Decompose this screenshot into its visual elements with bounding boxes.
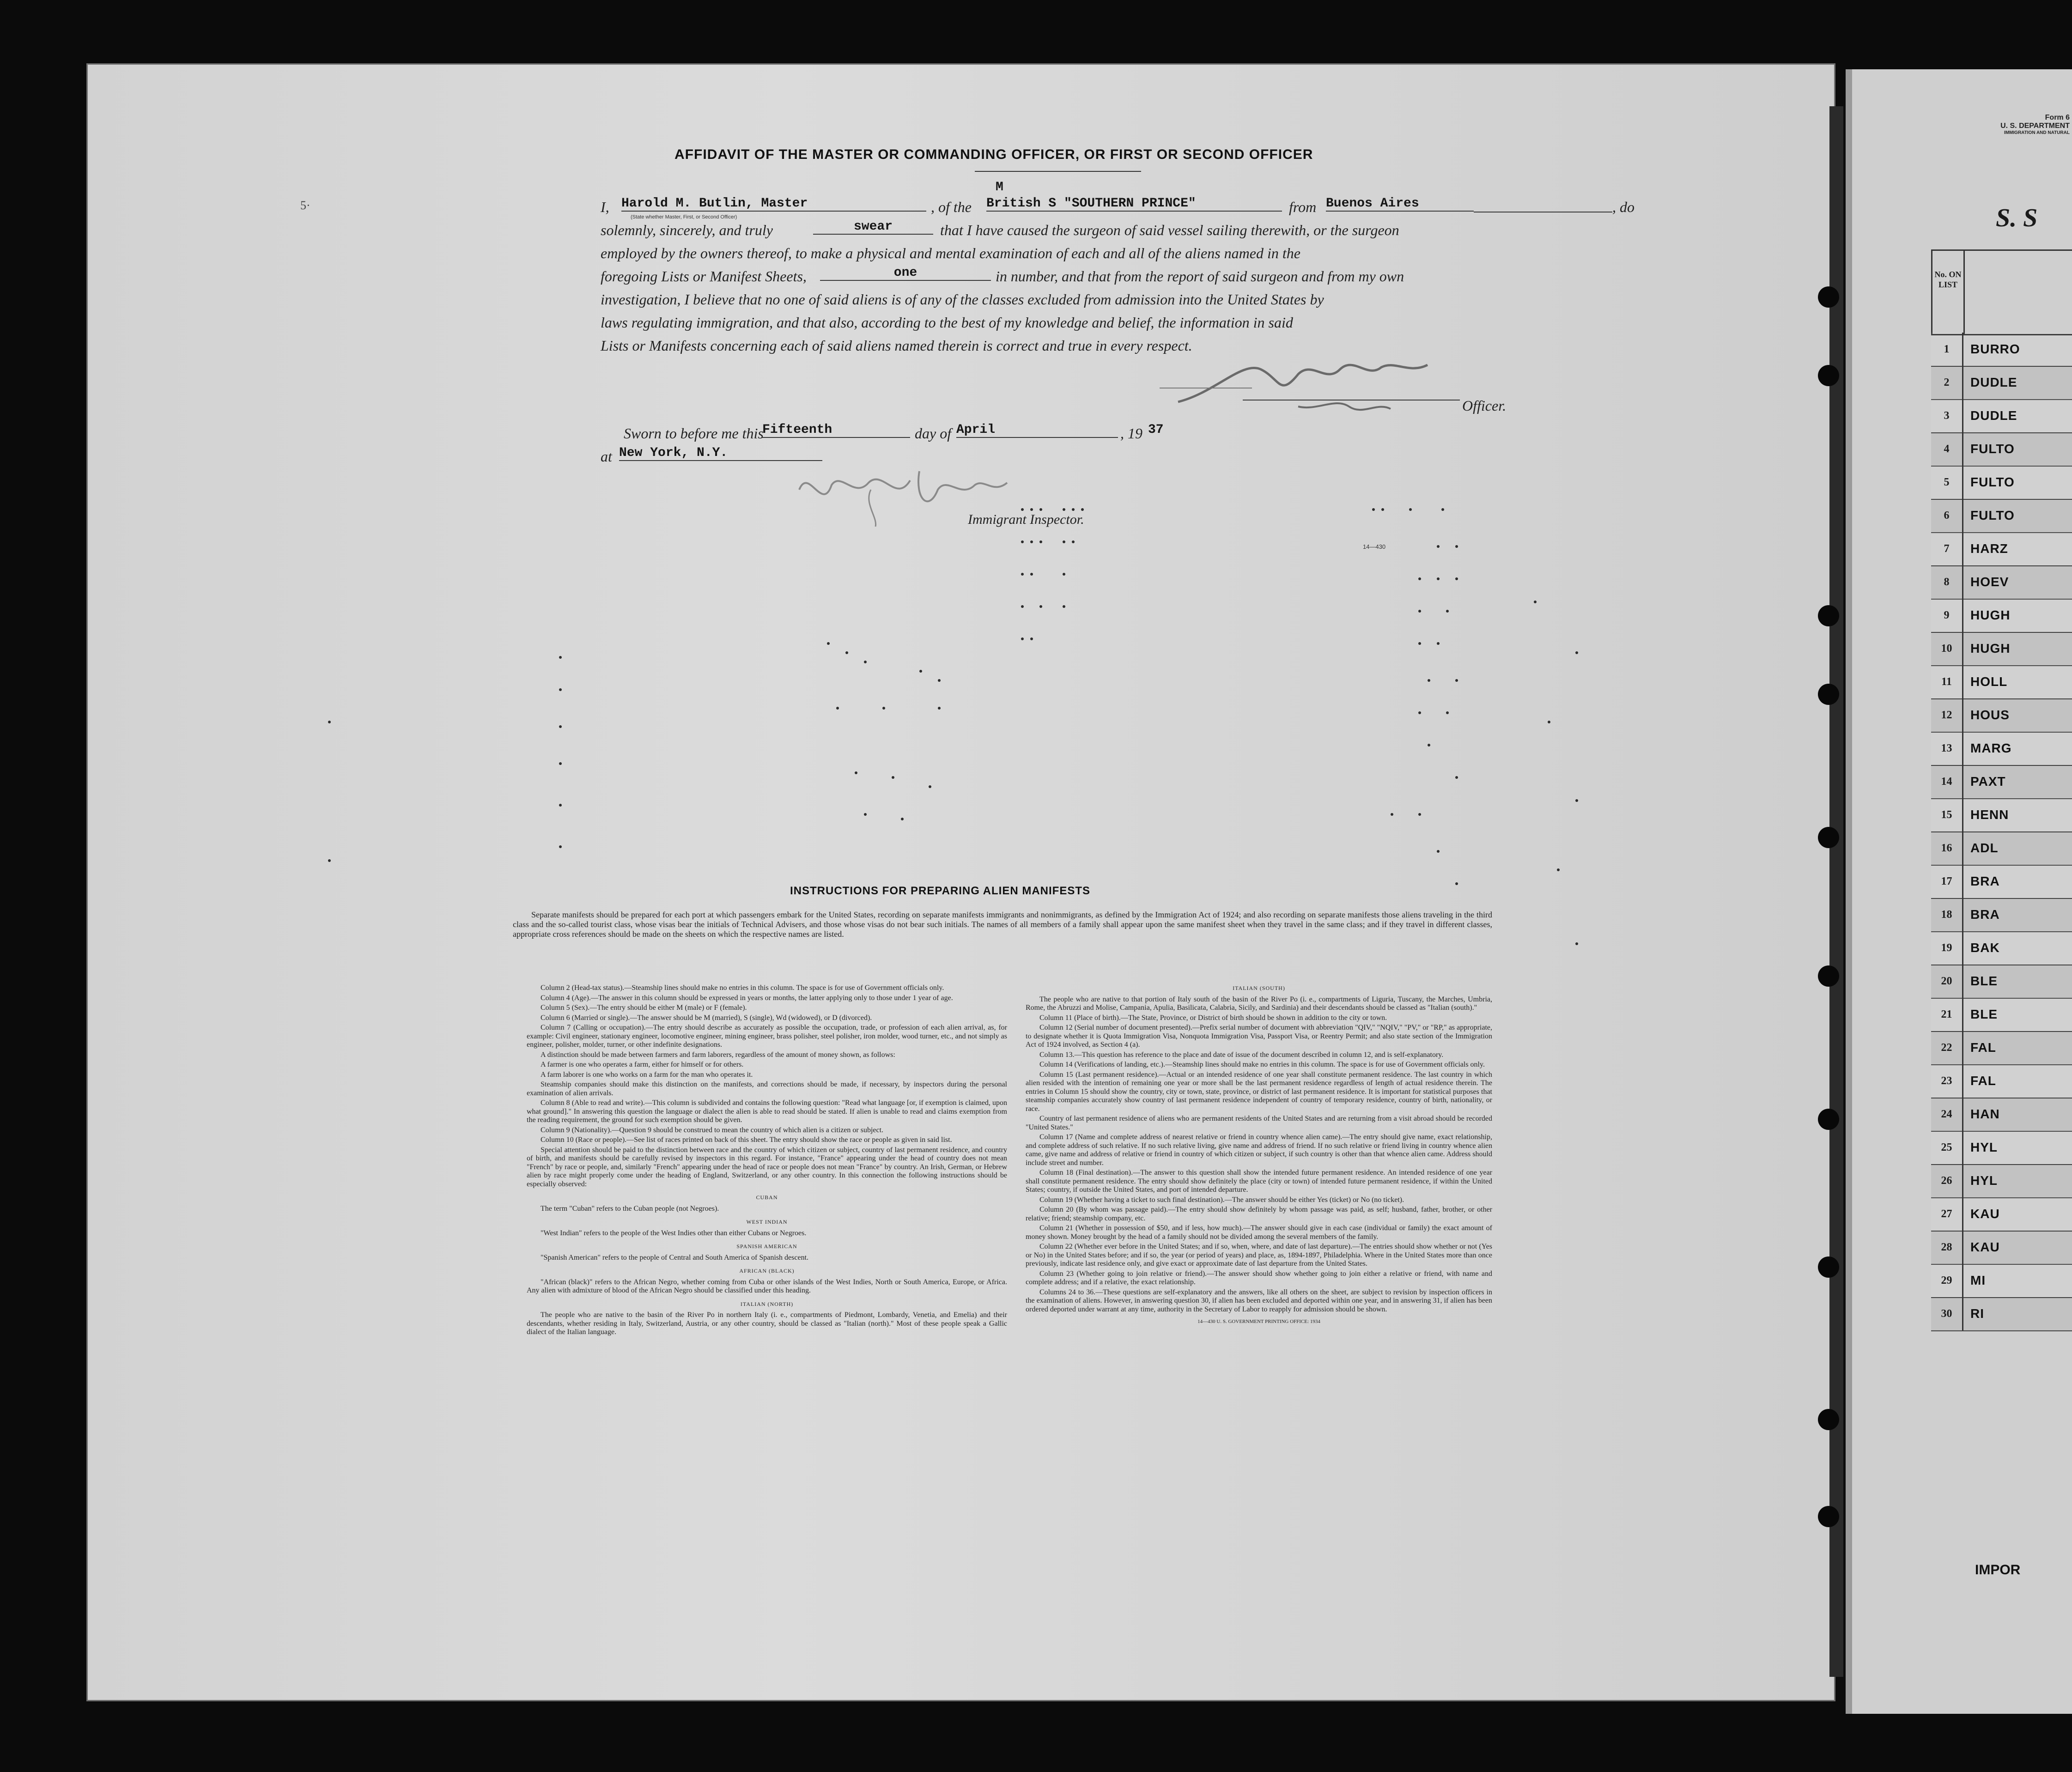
instruction-paragraph: Column 2 (Head-tax status).—Steamship lines should make no entries in this column. The space is for use of Government officials only.	[541, 984, 944, 992]
roster-rows	[1931, 333, 2072, 1330]
instructions-title: INSTRUCTIONS FOR PREPARING ALIEN MANIFESTS	[790, 885, 1091, 897]
binding-gutter	[1829, 106, 1843, 1677]
instruction-paragraph: Country of last permanent residence of aliens who are permanent residents of the United States and are returning from a visit abroad should be recorded "United States."	[1026, 1115, 1492, 1131]
row-number: 6	[1931, 499, 1963, 532]
table-row	[1931, 1164, 2072, 1198]
printing-office-footer: 14—430 U. S. GOVERNMENT PRINTING OFFICE: 1934	[1197, 1319, 1320, 1324]
instruction-paragraph: Column 19 (Whether having a ticket to such final destination).—The answer should be either Yes (ticket) or No (no ticket).	[1039, 1195, 1404, 1204]
import-label: IMPOR	[1975, 1562, 2021, 1578]
passenger-surname: BAK	[1970, 941, 2000, 955]
table-row	[1931, 1131, 2072, 1165]
passenger-surname: HYL	[1970, 1173, 1998, 1188]
binder-hole-icon	[1818, 1506, 1839, 1527]
affidavit-line-2b: that I have caused the surgeon of said vessel sailing therewith, or the surgeon	[940, 222, 1399, 238]
table-row	[1931, 1197, 2072, 1232]
row-number: 28	[1931, 1231, 1963, 1264]
passenger-surname: FAL	[1970, 1074, 1996, 1088]
form-line-3: IMMIGRATION AND NATURAL	[2004, 130, 2070, 135]
affidavit-line-4a: foregoing Lists or Manifest Sheets,	[601, 268, 807, 285]
table-row	[1931, 765, 2072, 799]
row-number: 24	[1931, 1098, 1963, 1131]
row-number: 13	[1931, 732, 1963, 765]
row-number: 23	[1931, 1064, 1963, 1098]
instruction-paragraph: Special attention should be paid to the distinction between race and the country of which citizen or subject, country of last permanent residence, and country of birth, and manifests should be carefully revised by inspectors in this regard. For instance, "France" appearing under the head of country does not mean "French" by race or people, and, similarly "French" appearing under the head of race or people does not mean "France" by country. An Irish, German, or Hebrew alien by race might properly come under the heading of England, Switzerland, or any other country. In this connection the following instructions should be especially observed:	[527, 1146, 1007, 1188]
passenger-surname: HOLL	[1970, 674, 2008, 689]
affidavit-line-6: laws regulating immigration, and that also, according to the best of my knowledge and belief, the information in said	[601, 314, 1293, 331]
table-row	[1931, 632, 2072, 666]
instruction-paragraph: The people who are native to that portion of Italy south of the basin of the River Po (i. e., compartments of Liguria, Tuscany, the Marches, Umbria, Rome, the Abruzzi and Molise, Campania, Apulia, Basilicata, Calabria, Sicily, and Sardinia) and their descendants should be classed as "Italian (south)."	[1026, 995, 1492, 1012]
passenger-surname: DUDLE	[1970, 408, 2017, 423]
affidavit-line-2a: solemnly, sincerely, and truly	[601, 222, 773, 238]
binder-hole-icon	[1818, 1256, 1839, 1278]
affidavit-title: AFFIDAVIT OF THE MASTER OR COMMANDING OFFICER, OR FIRST OR SECOND OFFICER	[674, 147, 1313, 162]
instruction-paragraph: Column 20 (By whom was passage paid).—The entry should show definitely by whom passage was paid, as self; husband, father, brother, or other relative; friend; steamship company, etc.	[1026, 1206, 1492, 1222]
ss-label: S. S	[1996, 204, 2038, 232]
instructions-right-column	[1026, 984, 1492, 1328]
passenger-surname: ADL	[1970, 841, 1999, 855]
instruction-paragraph: Column 11 (Place of birth).—The State, Province, or District of birth should be shown in addition to the city or town.	[1039, 1013, 1387, 1022]
row-number: 27	[1931, 1197, 1963, 1231]
passenger-surname: HARZ	[1970, 541, 2008, 556]
instruction-paragraph: "West Indian" refers to the people of the West Indies other than either Cubans or Negroes.	[541, 1229, 807, 1237]
instruction-paragraph: Column 23 (Whether going to join relative or friend).—The answer should show whether going to join either a relative or friend, with name and complete address; and if a relative, the exact relationship.	[1026, 1269, 1492, 1286]
officer-label: Officer.	[1462, 397, 1507, 414]
affidavit-line-3: employed by the owners thereof, to make a physical and mental examination of each and all of the aliens named in the	[601, 245, 1300, 261]
passenger-surname: MARG	[1970, 741, 2012, 755]
passenger-surname: HYL	[1970, 1140, 1998, 1154]
row-number: 25	[1931, 1131, 1963, 1164]
do-text: , do	[1612, 199, 1635, 215]
table-row	[1931, 599, 2072, 633]
instructions-intro: Separate manifests should be prepared for each port at which passengers embark for the United States, recording on separate manifests immigrants and nonimmigrants, as defined by the Immigration Act of 1924; and also recording on separate manifests those aliens traveling in the third class and the so-called tourist class, whose visas bear the initials of Technical Advisers, and those whose visas do not bear such initials. The names of all members of a family shall appear upon the same manifest sheet when they travel in the same class; and if they travel in different classes, appropriate cross references should be made on the sheets on which the respective names are listed.	[513, 910, 1492, 939]
instruction-paragraph: Column 10 (Race or people).—See list of races printed on back of this sheet. The entry should show the race or people as given in said list.	[541, 1136, 952, 1144]
from-text: from	[1289, 199, 1317, 215]
table-row	[1931, 532, 2072, 566]
instruction-paragraph: Columns 24 to 36.—These questions are self-explanatory and the answers, like all others on the sheet, are subject to revision by inspection officers in the examination of aliens. However, in answering question 30, if alien has been excluded and deported within one year, and in answering 31, if alien has been ordered deported under warrant at any time, authority in the Secretary of Labor to reapply for admission should be shown.	[1026, 1288, 1492, 1313]
row-number: 7	[1931, 532, 1963, 565]
instruction-paragraph: "African (black)" refers to the African Negro, whether coming from Cuba or other islands of the West Indies, North or South America, Europe, or Africa. Any alien with admixture of blood of the African Negro should be classified under this heading.	[527, 1278, 1007, 1294]
instruction-paragraph: A farm laborer is one who works on a farm for the man who operates it.	[541, 1070, 753, 1079]
table-row	[1931, 565, 2072, 600]
row-number: 19	[1931, 931, 1963, 965]
row-number: 5	[1931, 466, 1963, 499]
table-row	[1931, 732, 2072, 766]
instruction-paragraph: A farmer is one who operates a farm, either for himself or for others.	[541, 1061, 744, 1068]
affidavit-i: I,	[601, 199, 609, 215]
row-number: 17	[1931, 865, 1963, 898]
place-field: New York, N.Y.	[619, 446, 822, 461]
passenger-surname: RI	[1970, 1306, 1984, 1321]
instruction-paragraph: Column 8 (Able to read and write).—This column is subdivided and contains the following question: "Read what language [or, if exemption is claimed, upon what ground]." In answering this question the language or dialect the alien is able to read should be stated. If alien is unable to read and claims exemption from the reading requirement, the ground for such exemption should be given.	[527, 1099, 1007, 1124]
day-field: Fifteenth	[762, 423, 910, 438]
row-number: 20	[1931, 965, 1963, 998]
row-number: 30	[1931, 1297, 1963, 1330]
affidavit-line-7: Lists or Manifests concerning each of said aliens named therein is correct and true in every respect.	[601, 337, 1192, 354]
passenger-surname: BURRO	[1970, 342, 2020, 356]
table-row	[1931, 499, 2072, 533]
port-field: Buenos Aires	[1326, 196, 1474, 212]
year-prefix: , 19	[1120, 425, 1142, 442]
passenger-surname: PAXT	[1970, 774, 2006, 789]
table-row	[1931, 1098, 2072, 1132]
row-number: 21	[1931, 998, 1963, 1031]
table-row	[1931, 1297, 2072, 1331]
binder-hole-icon	[1818, 365, 1839, 386]
passenger-surname: BRA	[1970, 874, 2000, 888]
passenger-surname: HOEV	[1970, 575, 2009, 589]
table-row	[1931, 333, 2072, 367]
passenger-surname: KAU	[1970, 1240, 2000, 1254]
instruction-paragraph: Column 9 (Nationality).—Question 9 should be construed to mean the country of which alien is a citizen or subject.	[541, 1126, 884, 1134]
instruction-paragraph: Steamship companies should make this distinction on the manifests, and corrections should be made, if necessary, by inspectors during the personal examination of alien arrivals.	[527, 1080, 1007, 1097]
table-row	[1931, 466, 2072, 500]
table-row	[1931, 1231, 2072, 1265]
sheets-field: one	[820, 266, 991, 281]
row-number: 4	[1931, 432, 1963, 466]
passenger-surname: HOUS	[1970, 708, 2010, 722]
passenger-surname: HAN	[1970, 1107, 2000, 1121]
bleed-through-marks	[88, 65, 1834, 1700]
no-on-list-header: No. ON LIST	[1932, 251, 1965, 334]
instruction-paragraph: Column 14 (Verifications of landing, etc.).—Steamship lines should make no entries in this column. The space is for use of Government officials only.	[1039, 1061, 1485, 1068]
oath-field: swear	[813, 219, 933, 235]
table-row	[1931, 998, 2072, 1032]
table-row	[1931, 898, 2072, 932]
table-row	[1931, 698, 2072, 733]
section-heading-italian-north: ITALIAN (NORTH)	[740, 1300, 794, 1307]
passenger-surname: KAU	[1970, 1207, 2000, 1221]
row-number: 26	[1931, 1164, 1963, 1197]
year-field: 37	[1148, 423, 1164, 437]
row-number: 8	[1931, 565, 1963, 599]
ms-letter: M	[996, 180, 1003, 194]
form-line-1: Form 6	[2045, 114, 2070, 121]
form-line-2: U. S. DEPARTMENT	[2000, 122, 2070, 130]
instruction-paragraph: A distinction should be made between farmers and farm laborers, regardless of the amount of money shown, as follows:	[541, 1050, 895, 1059]
binder-hole-icon	[1818, 684, 1839, 705]
table-row	[1931, 865, 2072, 899]
at-text: at	[601, 448, 612, 465]
affidavit-line-5: investigation, I believe that no one of said aliens is of any of the classes excluded from admission into the United States by	[601, 291, 1324, 308]
passenger-surname: BLE	[1970, 974, 1998, 988]
passenger-surname: HENN	[1970, 807, 2009, 822]
form-number	[1954, 114, 2070, 135]
instruction-paragraph: Column 22 (Whether ever before in the United States; and if so, when, where, and date of last departure).—The entries should show whether or not (Yes or No) in the United States before; and if so, the year (or period of years) and place, as, 1894-1897, Philadelphia. Where in the United States more than once previously, indicate last residence only, and give exact or approximate date of last departure from the United States.	[1026, 1243, 1492, 1268]
binder-hole-icon	[1818, 605, 1839, 626]
table-row	[1931, 432, 2072, 467]
instruction-paragraph: Column 5 (Sex).—The entry should be either M (male) or F (female).	[541, 1004, 747, 1012]
row-number: 12	[1931, 698, 1963, 732]
binder-hole-icon	[1818, 1109, 1839, 1130]
row-number: 11	[1931, 665, 1963, 698]
row-number: 10	[1931, 632, 1963, 665]
section-heading-west-indian: WEST INDIAN	[746, 1219, 788, 1225]
instruction-paragraph: Column 6 (Married or single).—The answer should be M (married), S (single), Wd (widowed), or D (divorced).	[541, 1013, 872, 1022]
table-row	[1931, 965, 2072, 999]
section-heading-spanish-american: SPANISH AMERICAN	[736, 1243, 797, 1250]
binder-hole-icon	[1818, 827, 1839, 848]
row-number: 16	[1931, 831, 1963, 865]
row-number: 15	[1931, 798, 1963, 831]
row-number: 1	[1931, 333, 1963, 366]
instruction-paragraph: Column 7 (Calling or occupation).—The entry should describe as accurately as possible the occupation, trade, or profession of each alien arrival, as, for example: Civil engineer, stationary engineer, locomotive engineer, mining engineer, brass polisher, steel polisher, iron molder, wood turner, etc., and not simply as engineer, polisher, molder, turner, or other indefinite designations.	[527, 1024, 1007, 1049]
binder-hole-icon	[1818, 286, 1839, 308]
table-row	[1931, 665, 2072, 699]
passenger-surname: FAL	[1970, 1040, 1996, 1055]
passenger-surname: BRA	[1970, 907, 2000, 922]
passenger-surname: HUGH	[1970, 608, 2011, 622]
manifest-back-page	[88, 65, 1834, 1700]
passenger-surname: BLE	[1970, 1007, 1998, 1021]
inspector-label: Immigrant Inspector.	[968, 512, 1084, 527]
instruction-paragraph: Column 18 (Final destination).—The answer to this question shall show the intended future permanent residence. An intended residence of one year shall constitute permanent residence. The entry should show definitely the place (city or town) of intended future permanent residence, if within the United States; country, if outside the United States, and port of intended departure.	[1026, 1169, 1492, 1194]
day-of-text: day of	[915, 425, 952, 442]
form-code: 14—430	[1363, 543, 1386, 550]
passenger-surname: FULTO	[1970, 475, 2015, 489]
instruction-paragraph: Column 21 (Whether in possession of $50, and if less, how much).—The answer should give in each case (individual or family) the exact amount of money shown. Money brought by the head of a family should not be divided among the several members of the family.	[1026, 1224, 1492, 1241]
instruction-paragraph: Column 12 (Serial number of document presented).—Prefix serial number of document with abbreviation "QIV," "NQIV," "PV," or "RP," as appropriate, to designate whether it is Quota Immigration Visa, Nonquota Immigration Visa, Passport Visa, or Reentry Permit; and also state section of the Immigration Act of 1924 involved, as Section 4 (a).	[1026, 1024, 1492, 1049]
row-number: 18	[1931, 898, 1963, 931]
section-heading-african: AFRICAN (BLACK)	[739, 1268, 795, 1274]
passenger-surname: FULTO	[1970, 508, 2015, 522]
vessel-field: British S "SOUTHERN PRINCE"	[986, 196, 1282, 212]
table-row	[1931, 931, 2072, 965]
table-row	[1931, 1031, 2072, 1065]
table-row	[1931, 1064, 2072, 1098]
row-number: 2	[1931, 366, 1963, 399]
master-hint: (State whether Master, First, or Second Officer)	[631, 214, 737, 220]
passenger-surname: MI	[1970, 1273, 1986, 1287]
table-row	[1931, 831, 2072, 866]
month-field: April	[956, 423, 1118, 438]
instruction-paragraph: Column 17 (Name and complete address of nearest relative or friend in country whence alien came).—The entry should give name, exact relationship, and complete address of such relative. If no such relative living, give name and address of friend. If no such relative or friend living in country whence alien came, give name and address of relative or friend in country of which citizen or subject, if such country is other than that whence alien came. Address should include street and number.	[1026, 1133, 1492, 1167]
table-row	[1931, 1264, 2072, 1298]
instruction-paragraph: Column 15 (Last permanent residence).—Actual or an intended residence of one year shall constitute permanent residence. The last country in which alien resided with the intention of remaining one year or more shall be the last permanent residence regardless of length of actual residence therein. The entries in Column 15 should show the country, city or town, state, province, or district of last permanent residence. It is important for statistical purposes that steamship companies accurately show country of last permanent residence independent of country of temporary residence, country of birth, nationality, or race.	[1026, 1070, 1492, 1113]
margin-mark: 5·	[300, 199, 310, 212]
affidavit-line-4b: in number, and that from the report of said surgeon and from my own	[996, 268, 1404, 285]
section-heading-italian-south: ITALIAN (SOUTH)	[1233, 985, 1285, 991]
row-number: 29	[1931, 1264, 1963, 1297]
passenger-surname: DUDLE	[1970, 375, 2017, 389]
instruction-paragraph: Column 13.—This question has reference to the place and date of issue of the document described in column 12, and is self-explanatory.	[1039, 1050, 1444, 1059]
table-row	[1931, 798, 2072, 832]
roster-header	[1931, 249, 2072, 335]
master-name-field: Harold M. Butlin, Master	[621, 196, 926, 212]
sworn-text: Sworn to before me this	[624, 425, 764, 442]
instruction-paragraph: Column 4 (Age).—The answer in this column should be expressed in years or months, the latter applying only to those under 1 year of age.	[541, 994, 953, 1002]
row-number: 9	[1931, 599, 1963, 632]
binder-hole-icon	[1818, 1409, 1839, 1430]
binder-hole-icon	[1818, 965, 1839, 987]
table-row	[1931, 399, 2072, 433]
of-the-text: , of the	[931, 199, 972, 215]
passenger-surname: FULTO	[1970, 442, 2015, 456]
row-number: 22	[1931, 1031, 1963, 1064]
passenger-surname: HUGH	[1970, 641, 2011, 655]
table-row	[1931, 366, 2072, 400]
instruction-paragraph: The term "Cuban" refers to the Cuban people (not Negroes).	[541, 1204, 719, 1213]
instruction-paragraph: The people who are native to the basin of the River Po in northern Italy (i. e., compartments of Piedmont, Lombardy, Venetia, and Emelia) and their descendants, whether residing in Italy, Switzerland, Austria, or any other country, should be classed as "Italian (north)." Most of these people speak a Gallic dialect of the Italian language.	[527, 1311, 1007, 1336]
row-number: 14	[1931, 765, 1963, 798]
row-number: 3	[1931, 399, 1963, 432]
instructions-left-column	[527, 984, 1007, 1338]
section-heading-cuban: CUBAN	[756, 1194, 778, 1201]
instruction-paragraph: "Spanish American" refers to the people of Central and South America of Spanish descent.	[541, 1253, 809, 1262]
